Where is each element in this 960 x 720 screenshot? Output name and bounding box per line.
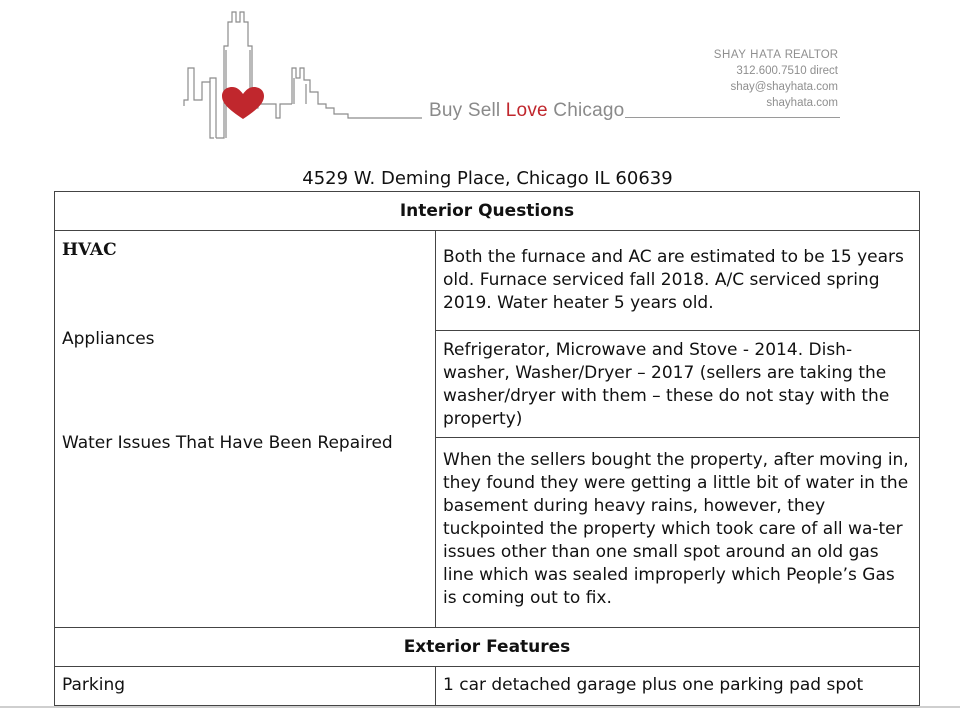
agent-phone: 312.600.7510 direct [736, 65, 838, 77]
appliances-value: Refrigerator, Microwave and Stove - 2014. Dish-washer, Washer/Dryer – 2017 (sellers are taking the washer/dryer with them – these do not stay with the property) [443, 340, 890, 429]
contact-block [714, 47, 838, 111]
agent-website[interactable]: shayhata.com [766, 97, 838, 109]
property-address: 4529 W. Deming Place, Chicago IL 60639 [302, 168, 673, 189]
hvac-value-cell [436, 231, 920, 331]
parking-label-cell [55, 667, 436, 706]
parking-value: 1 car detached garage plus one parking pad spot [443, 675, 864, 695]
appliances-label: Appliances [62, 329, 155, 349]
tagline: Buy Sell Love Chicago [429, 100, 625, 121]
parking-label: Parking [62, 675, 126, 695]
water-issues-label: Water Issues That Have Been Repaired [62, 433, 393, 453]
hvac-value: Both the furnace and AC are estimated to be 15 years old. Furnace serviced fall 2018. A/C serviced spring 2019. Water heater 5 years old. [443, 247, 904, 313]
tagline-love: Love [505, 100, 548, 121]
heart-icon [222, 87, 264, 119]
header-logo [170, 8, 850, 148]
water-issues-value-cell [436, 438, 920, 628]
agent-email[interactable]: shay@shayhata.com [730, 81, 838, 93]
exterior-heading: Exterior Features [55, 628, 920, 667]
water-issues-value: When the sellers bought the property, after moving in, they found they were getting a little bit of water in the basement during heavy rains, however, they tuckpointed the property which took care of all wa-ter issues other than one small spot around an old gas line which was sealed improperly which People’s Gas is coming out to fix. [443, 450, 909, 608]
interior-labels-cell [55, 231, 436, 628]
page-bottom-edge [0, 706, 960, 708]
property-details-table [54, 191, 920, 706]
parking-value-cell [436, 667, 920, 706]
skyline-logo-icon [170, 8, 430, 148]
hvac-label: HVAC [62, 240, 117, 260]
logo-rule-right [625, 117, 840, 118]
interior-heading: Interior Questions [55, 192, 920, 231]
appliances-value-cell [436, 331, 920, 438]
agent-name: SHAY HATA REALTOR [713, 49, 838, 61]
